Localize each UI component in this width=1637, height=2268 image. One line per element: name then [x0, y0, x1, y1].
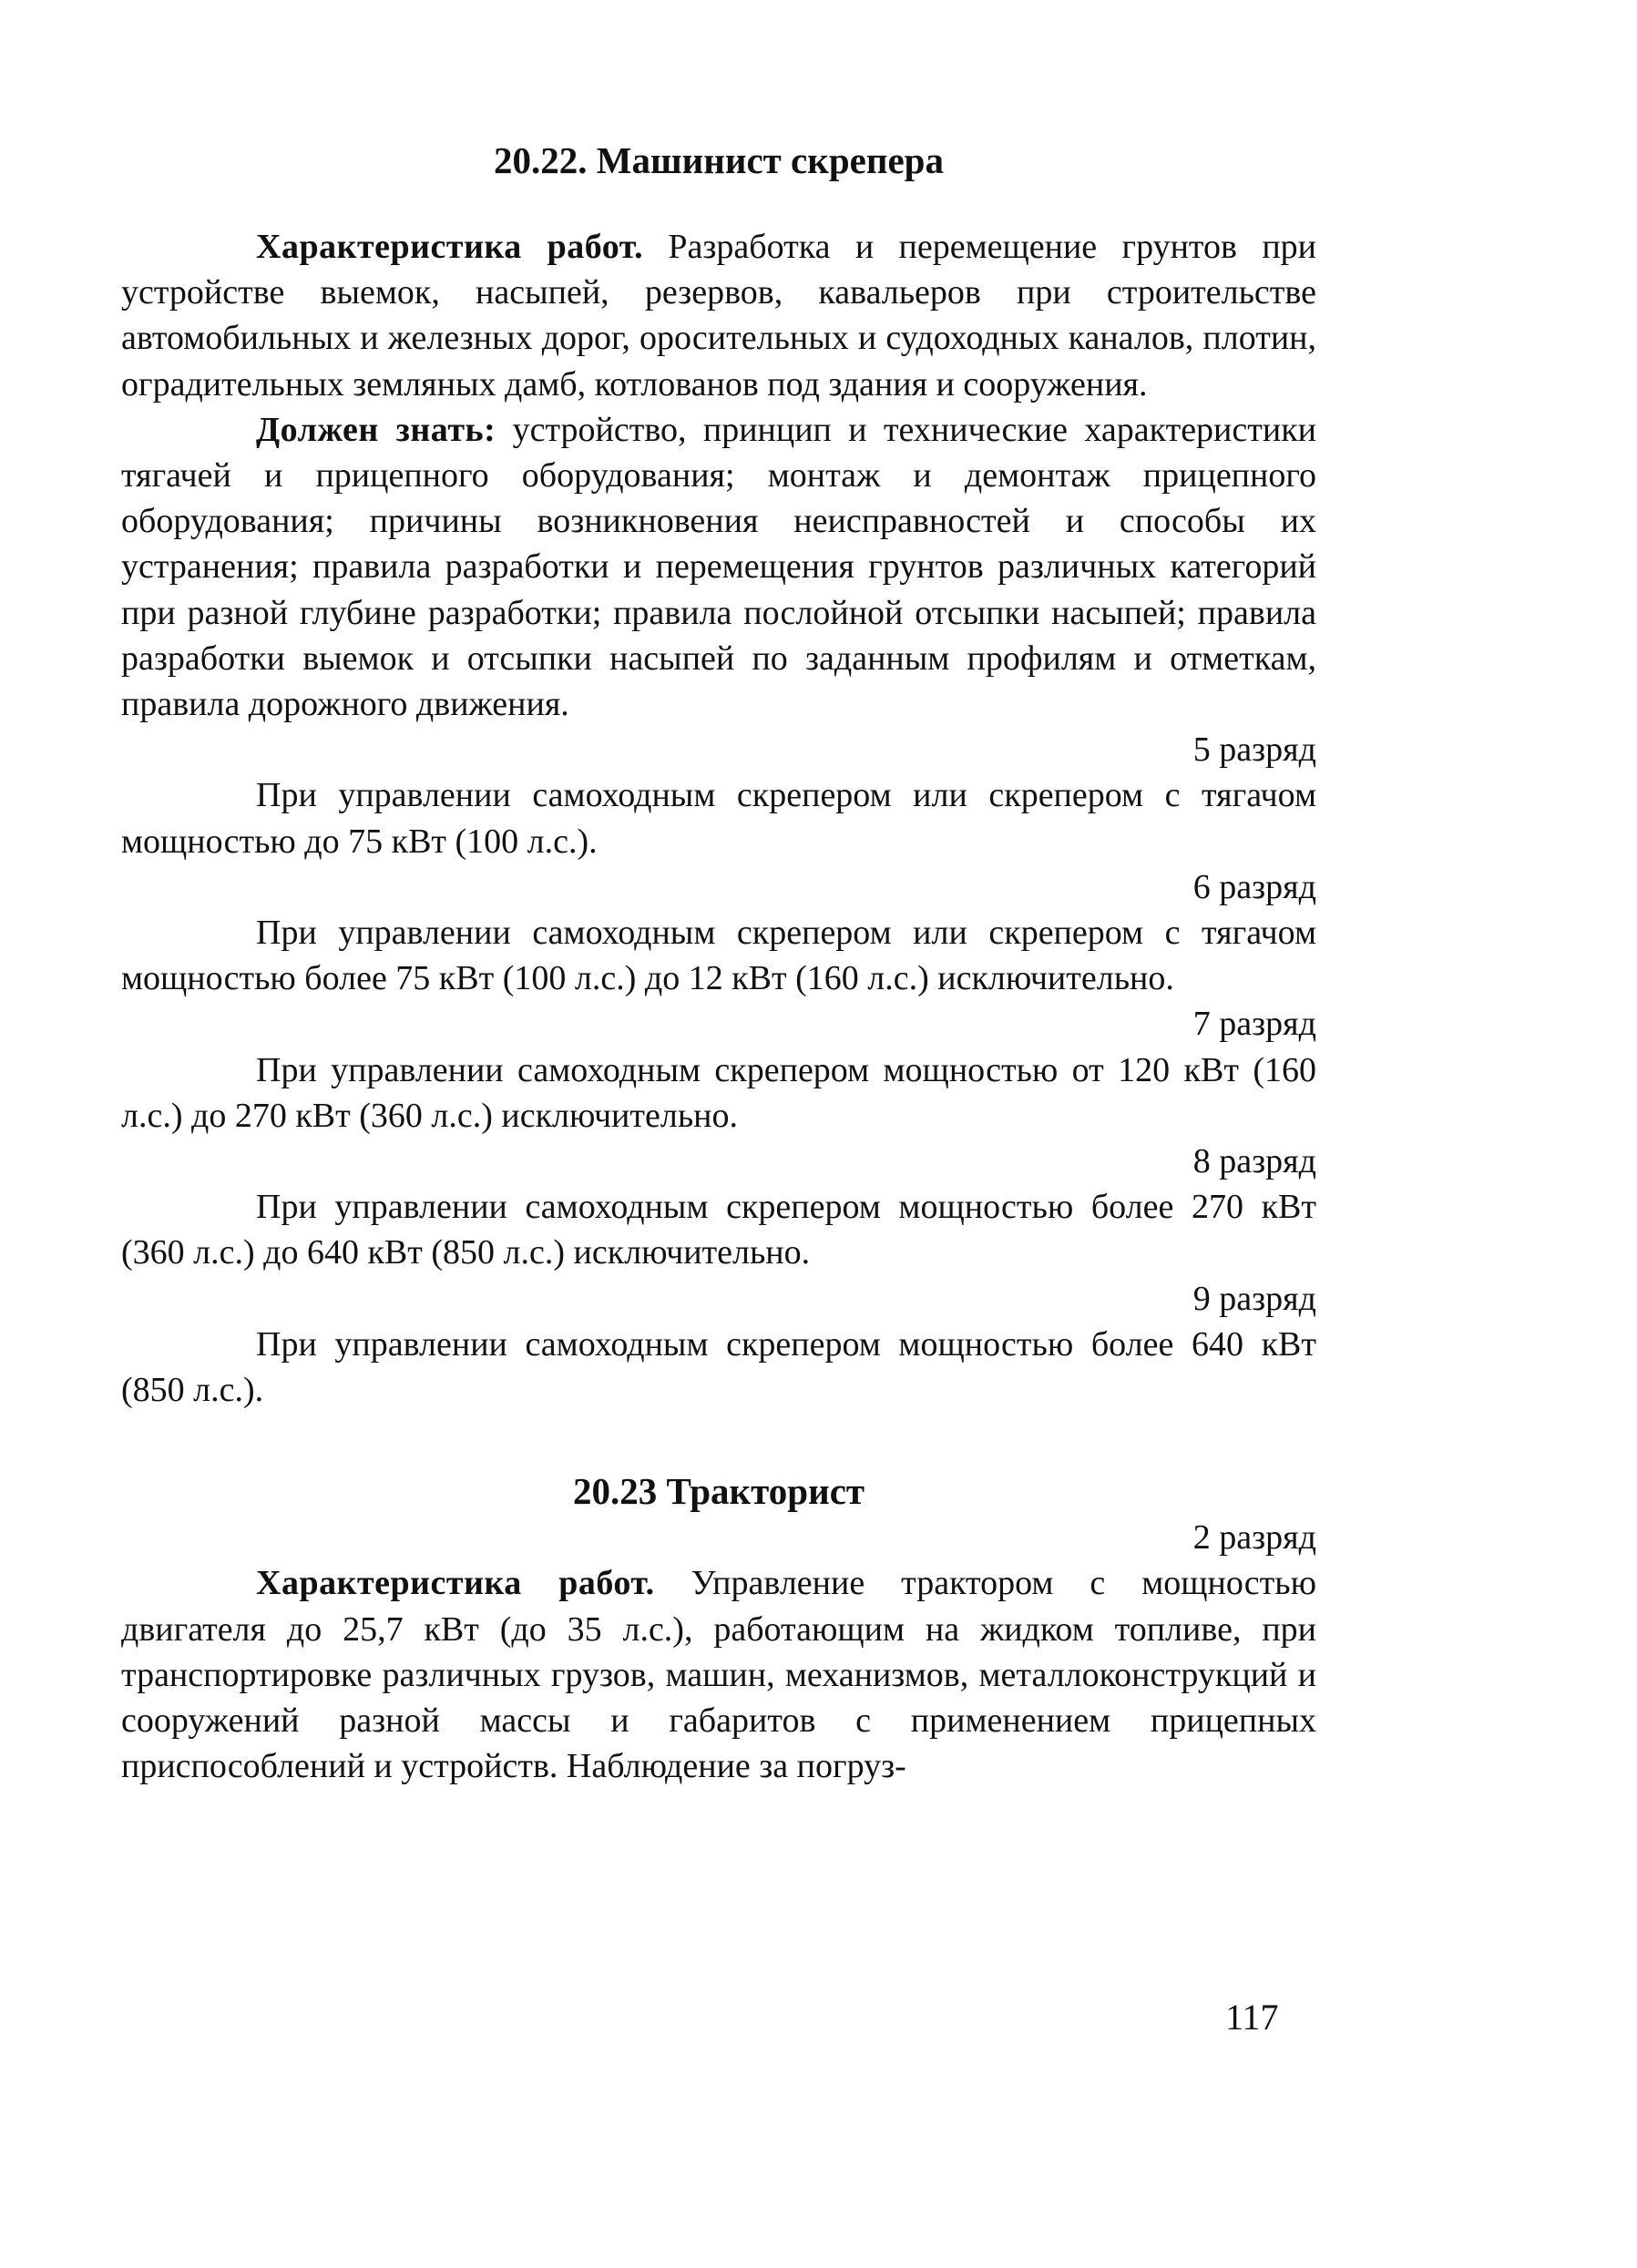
grade-label-5: 5 разряд — [1192, 730, 1316, 770]
grade-label-8: 8 разряд — [1192, 1142, 1316, 1181]
tractor-work-characteristics-label: Характеристика работ. — [256, 1564, 655, 1603]
grade-text-5: При управлении самоходным скрепером или скрепером с тягачом мощностью до 75 кВт (100 л.с.). — [121, 776, 1316, 861]
grade-label-7: 7 разряд — [1192, 1005, 1316, 1044]
must-know-text: устройство, принцип и технические характеристики тягачей и прицепного оборудования; монтаж и демонтаж прицепного оборудования; причины возникновения неисправностей и способы их устранения; правила разработки и перемещения грунтов различных категорий при разной глубине разработки; правила послойной отсыпки насыпей; правила разработки выемок и отсыпки насыпей по заданным профилям и отметкам, правила дорожного движения. — [121, 410, 1317, 724]
section-title-tractor-driver: 20.23 Тракторист — [572, 1470, 865, 1513]
must-know-paragraph — [121, 407, 1316, 727]
grade-text-9: При управлении самоходным скрепером мощностью более 640 кВт (850 л.с.). — [121, 1324, 1316, 1410]
grade-label-2: 2 разряд — [1192, 1518, 1316, 1558]
grade-text-8: При управлении самоходным скрепером мощностью более 270 кВт (360 л.с.) до 640 кВт (850 л.с.) исключительно. — [121, 1188, 1316, 1272]
page-number: 117 — [1225, 1997, 1279, 2038]
document-page — [121, 137, 1316, 1790]
grade-text-7: При управлении самоходным скрепером мощностью от 120 кВт (160 л.с.) до 270 кВт (360 л.с.) исключительно. — [121, 1050, 1316, 1135]
grade-text-6: При управлении самоходным скрепером или скрепером с тягачом мощностью более 75 кВт (100 л.с.) до 12 кВт (160 л.с.) исключительно. — [121, 914, 1316, 998]
section-title-scraper-operator: 20.22. Машинист скрепера — [494, 139, 944, 181]
work-characteristics-text: Разработка и перемещение грунтов при устройстве выемок, насыпей, резервов, кавальеров при строительстве автомобильных и железных дорог, оросительных и судоходных каналов, плотин, оградительных земляных дамб, котлованов под здания и сооружения. — [121, 228, 1317, 404]
tractor-work-characteristics-text: Управление трактором с мощностью двигателя до 25,7 кВт (до 35 л.с.), работающим на жидком топливе, при транспортировке различных грузов, машин, механизмов, металлоконструкций и сооружений разной массы и габаритов с применением прицепных приспособлений и устройств. Наблюдение за погруз- — [121, 1564, 1316, 1786]
grade-label-9: 9 разряд — [1192, 1279, 1316, 1318]
work-characteristics-label: Характеристика работ. — [256, 228, 644, 266]
must-know-label: Должен знать: — [256, 410, 496, 449]
grade-label-6: 6 разряд — [1192, 867, 1316, 906]
work-characteristics-paragraph — [121, 224, 1316, 407]
tractor-work-characteristics-paragraph — [121, 1560, 1316, 1789]
